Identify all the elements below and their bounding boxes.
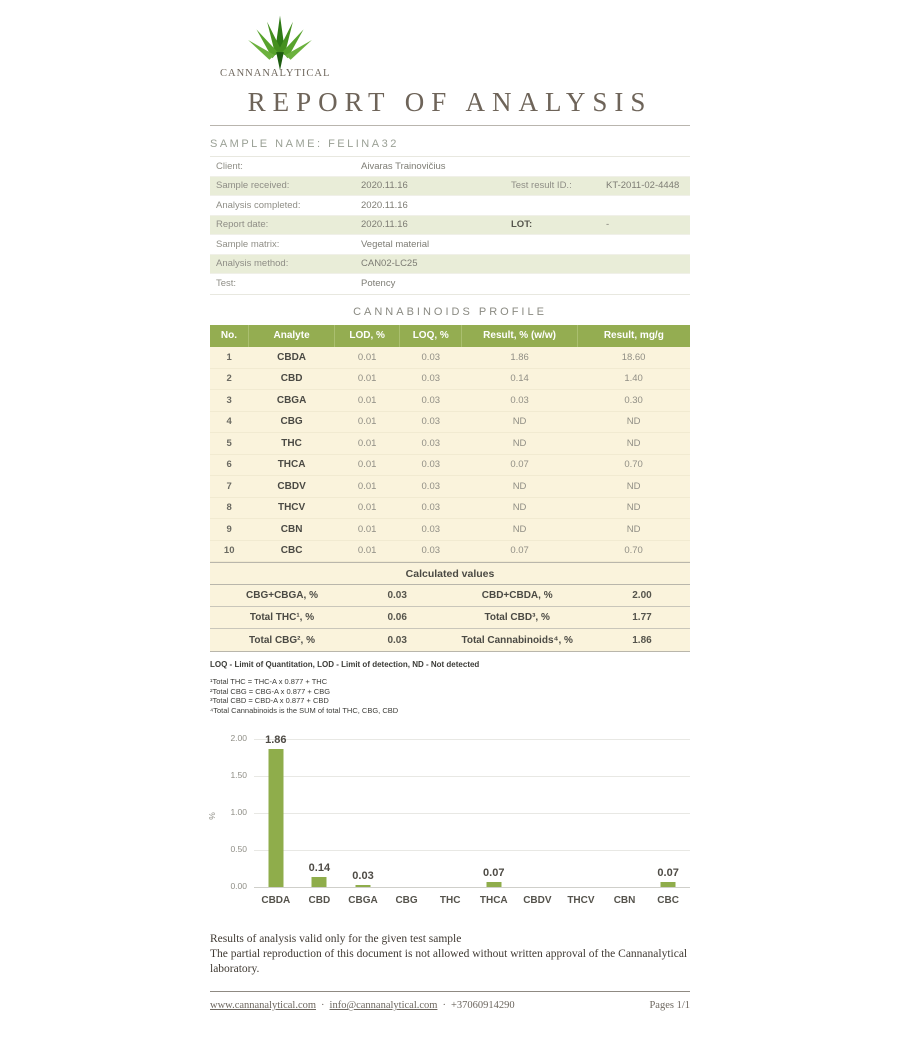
table-cell: 0.01 xyxy=(335,540,400,562)
logo xyxy=(210,0,330,79)
x-category-label: THCA xyxy=(479,895,508,906)
info-label2: Test result ID.: xyxy=(511,180,572,192)
x-category-label: THCV xyxy=(567,895,595,906)
table-cell: 0.01 xyxy=(335,497,400,519)
formula-footnotes xyxy=(210,677,690,715)
table-header-row xyxy=(210,325,690,347)
info-label2: LOT: xyxy=(511,219,533,231)
separator: · xyxy=(442,1000,446,1011)
column-header: Result, % (w/w) xyxy=(462,325,577,347)
table-cell: 1 xyxy=(210,347,248,369)
info-right xyxy=(511,219,684,230)
sample-name: SAMPLE NAME: FELINA32 xyxy=(210,138,399,150)
table-cell: 0.07 xyxy=(462,540,577,562)
table-cell: 7 xyxy=(210,476,248,498)
bar-slot xyxy=(254,734,298,887)
table-cell: 0.03 xyxy=(400,347,462,369)
table-cell: 0.07 xyxy=(462,454,577,476)
info-value: 2020.11.16 xyxy=(361,199,408,211)
table-cell: 0.03 xyxy=(400,411,462,433)
info-label: Sample matrix: xyxy=(216,238,280,250)
table-cell: CBDV xyxy=(248,476,334,498)
bar-value-label: 0.14 xyxy=(308,861,331,874)
table-cell: 0.03 xyxy=(400,476,462,498)
bar-slots xyxy=(254,734,690,887)
table-row xyxy=(210,411,690,433)
calc-row xyxy=(210,585,690,607)
calc-value: 2.00 xyxy=(632,590,652,601)
plot-area xyxy=(254,734,690,887)
calc-value: 0.03 xyxy=(387,634,407,646)
table-cell: ND xyxy=(577,519,690,541)
info-label: Analysis method: xyxy=(216,258,289,270)
bar-slot xyxy=(341,739,385,887)
info-right xyxy=(511,180,684,191)
table-cell: 4 xyxy=(210,411,248,433)
table-cell: 0.03 xyxy=(400,454,462,476)
bar-slot xyxy=(559,739,603,887)
table-cell: 0.70 xyxy=(577,454,690,476)
bar xyxy=(355,885,370,887)
footer-note-1: Results of analysis valid only for the given test sample xyxy=(210,933,462,945)
table-cell: 0.03 xyxy=(400,497,462,519)
bar xyxy=(486,882,501,887)
table-cell: ND xyxy=(462,476,577,498)
x-axis-categories xyxy=(254,895,690,906)
bar-slot xyxy=(472,739,516,887)
table-cell: CBG xyxy=(248,411,334,433)
bar xyxy=(661,882,676,887)
table-cell: 0.01 xyxy=(335,454,400,476)
table-cell: CBC xyxy=(248,540,334,562)
footer-note-2: The partial reproduction of this document is not allowed without written approval of the Cannanalytical laboratory. xyxy=(210,948,688,975)
column-header: LOQ, % xyxy=(400,325,462,347)
info-row xyxy=(210,216,690,236)
calc-label: Total CBG², % xyxy=(249,634,315,646)
email-link[interactable]: info@cannanalytical.com xyxy=(329,1000,438,1011)
table-row xyxy=(210,497,690,519)
formula-line: ³Total CBD = CBD-A x 0.877 + CBD xyxy=(210,696,329,705)
column-header: Analyte xyxy=(248,325,334,347)
calc-label: Total THC¹, % xyxy=(249,612,315,623)
table-cell: 0.01 xyxy=(335,347,400,369)
info-row xyxy=(210,274,690,294)
table-row xyxy=(210,540,690,562)
calc-value: 0.06 xyxy=(387,612,407,623)
table-cell: ND xyxy=(462,519,577,541)
calculated-values-title: Calculated values xyxy=(210,563,690,585)
info-row xyxy=(210,196,690,216)
calc-row xyxy=(210,629,690,651)
footer xyxy=(210,932,690,1011)
calc-label: CBD+CBDA, % xyxy=(481,590,553,601)
table-cell: 0.03 xyxy=(400,519,462,541)
table-cell: 6 xyxy=(210,454,248,476)
formula-line: ⁴Total Cannabinoids is the SUM of total THC, CBG, CBD xyxy=(210,705,399,715)
table-cell: 0.01 xyxy=(335,476,400,498)
info-label: Sample received: xyxy=(216,180,290,192)
x-category-label: CBN xyxy=(613,895,636,906)
cannabinoids-bar-chart xyxy=(206,733,690,906)
x-category-label: CBGA xyxy=(348,895,378,906)
info-value: Potency xyxy=(361,278,396,290)
x-category-label: CBC xyxy=(657,895,679,906)
column-header: No. xyxy=(210,325,248,347)
bar-slot xyxy=(603,739,647,887)
table-cell: 3 xyxy=(210,390,248,412)
table-cell: ND xyxy=(577,497,690,519)
info-value: Aivaras Trainovičius xyxy=(361,160,446,172)
table-cell: 0.01 xyxy=(335,433,400,455)
table-cell: 0.01 xyxy=(335,390,400,412)
page-title: REPORT OF ANALYSIS xyxy=(247,87,653,117)
table-cell: 10 xyxy=(210,540,248,562)
table-cell: THCV xyxy=(248,497,334,519)
table-cell: 0.30 xyxy=(577,390,690,412)
table-cell: 0.03 xyxy=(462,390,577,412)
section-title-cannabinoids-profile: CANNABINOIDS PROFILE xyxy=(353,305,547,318)
info-label: Analysis completed: xyxy=(216,199,301,211)
info-value: Vegetal material xyxy=(361,238,430,250)
formula-line: ²Total CBG = CBG-A x 0.877 + CBG xyxy=(210,686,331,696)
table-cell: 5 xyxy=(210,433,248,455)
separator: · xyxy=(321,1000,325,1011)
table-cell: 2 xyxy=(210,368,248,390)
table-cell: CBD xyxy=(248,368,334,390)
calc-label: Total Cannabinoids⁴, % xyxy=(461,634,573,646)
bar-slot xyxy=(428,739,472,887)
brand-name: CANNANALYTICAL xyxy=(220,68,331,79)
table-cell: CBDA xyxy=(248,347,334,369)
table-cell: CBN xyxy=(248,519,334,541)
calculated-values-table xyxy=(210,562,690,652)
info-value2: - xyxy=(606,219,610,231)
bar xyxy=(312,877,327,887)
table-cell: ND xyxy=(462,497,577,519)
table-cell: 8 xyxy=(210,497,248,519)
gridline xyxy=(254,887,690,888)
table-cell: ND xyxy=(577,476,690,498)
x-category-label: CBDV xyxy=(523,895,552,906)
column-header: LOD, % xyxy=(335,325,400,347)
table-cell: 0.03 xyxy=(400,390,462,412)
info-value: 2020.11.16 xyxy=(361,180,408,192)
table-cell: 1.86 xyxy=(462,347,577,369)
x-category-label: CBG xyxy=(395,895,418,906)
bar-slot xyxy=(646,739,690,887)
table-row xyxy=(210,476,690,498)
abbreviation-legend: LOQ - Limit of Quantitation, LOD - Limit of detection, ND - Not detected xyxy=(210,660,480,669)
table-cell: 0.14 xyxy=(462,368,577,390)
info-value2: KT-2011-02-4448 xyxy=(606,180,680,192)
table-cell: 0.03 xyxy=(400,368,462,390)
table-row xyxy=(210,519,690,541)
table-cell: 18.60 xyxy=(577,347,690,369)
table-cell: CBGA xyxy=(248,390,334,412)
calc-value: 1.77 xyxy=(632,612,652,623)
table-row xyxy=(210,433,690,455)
calc-label: Total CBD³, % xyxy=(484,612,550,623)
calc-value: 0.03 xyxy=(387,590,407,601)
sample-info-table xyxy=(210,156,690,295)
table-cell: 0.01 xyxy=(335,411,400,433)
info-row xyxy=(210,177,690,197)
table-cell: 9 xyxy=(210,519,248,541)
info-label: Client: xyxy=(216,160,243,172)
info-row xyxy=(210,255,690,275)
table-cell: ND xyxy=(462,411,577,433)
info-value: CAN02-LC25 xyxy=(361,258,418,270)
bar-value-label: 0.03 xyxy=(352,869,374,882)
table-row xyxy=(210,368,690,390)
bar-value-label: 0.07 xyxy=(657,866,679,879)
cannabis-leaf-icon xyxy=(242,14,318,72)
table-cell: ND xyxy=(577,411,690,433)
calc-label: CBG+CBGA, % xyxy=(246,590,318,601)
x-category-label: CBDA xyxy=(261,895,291,906)
table-cell: 0.01 xyxy=(335,368,400,390)
calc-value: 1.86 xyxy=(632,634,652,646)
info-label: Report date: xyxy=(216,219,269,231)
info-row xyxy=(210,235,690,255)
bar-slot xyxy=(298,739,342,887)
table-cell: 0.03 xyxy=(400,433,462,455)
cannabinoids-table xyxy=(210,325,690,563)
formula-line: ¹Total THC = THC-A x 0.877 + THC xyxy=(210,677,328,686)
page-count: Pages 1/1 xyxy=(649,1000,690,1011)
calc-row xyxy=(210,607,690,629)
column-header: Result, mg/g xyxy=(577,325,690,347)
bar-slot xyxy=(385,739,429,887)
title-divider xyxy=(210,125,690,126)
info-row xyxy=(210,157,690,177)
bar-slot xyxy=(516,739,560,887)
phone-number: +37060914290 xyxy=(450,1000,515,1011)
info-label: Test: xyxy=(216,278,237,290)
table-cell: THCA xyxy=(248,454,334,476)
bar-value-label: 1.86 xyxy=(265,734,287,747)
table-cell: 0.03 xyxy=(400,540,462,562)
y-axis-ticks: 2.00 1.50 1.00 0.50 0.00 xyxy=(230,733,247,891)
table-row xyxy=(210,390,690,412)
footer-divider xyxy=(210,991,690,992)
table-cell: 1.40 xyxy=(577,368,690,390)
table-row xyxy=(210,347,690,369)
bar xyxy=(268,749,283,887)
table-cell: ND xyxy=(462,433,577,455)
table-cell: 0.70 xyxy=(577,540,690,562)
table-cell: ND xyxy=(577,433,690,455)
info-value: 2020.11.16 xyxy=(361,219,408,231)
table-row xyxy=(210,454,690,476)
bar-value-label: 0.07 xyxy=(483,866,505,879)
x-category-label: CBD xyxy=(308,895,331,906)
x-category-label: THC xyxy=(439,895,461,906)
y-axis-label: % xyxy=(206,812,217,820)
website-link[interactable]: www.cannanalytical.com xyxy=(210,1000,317,1011)
table-cell: THC xyxy=(248,433,334,455)
table-cell: 0.01 xyxy=(335,519,400,541)
